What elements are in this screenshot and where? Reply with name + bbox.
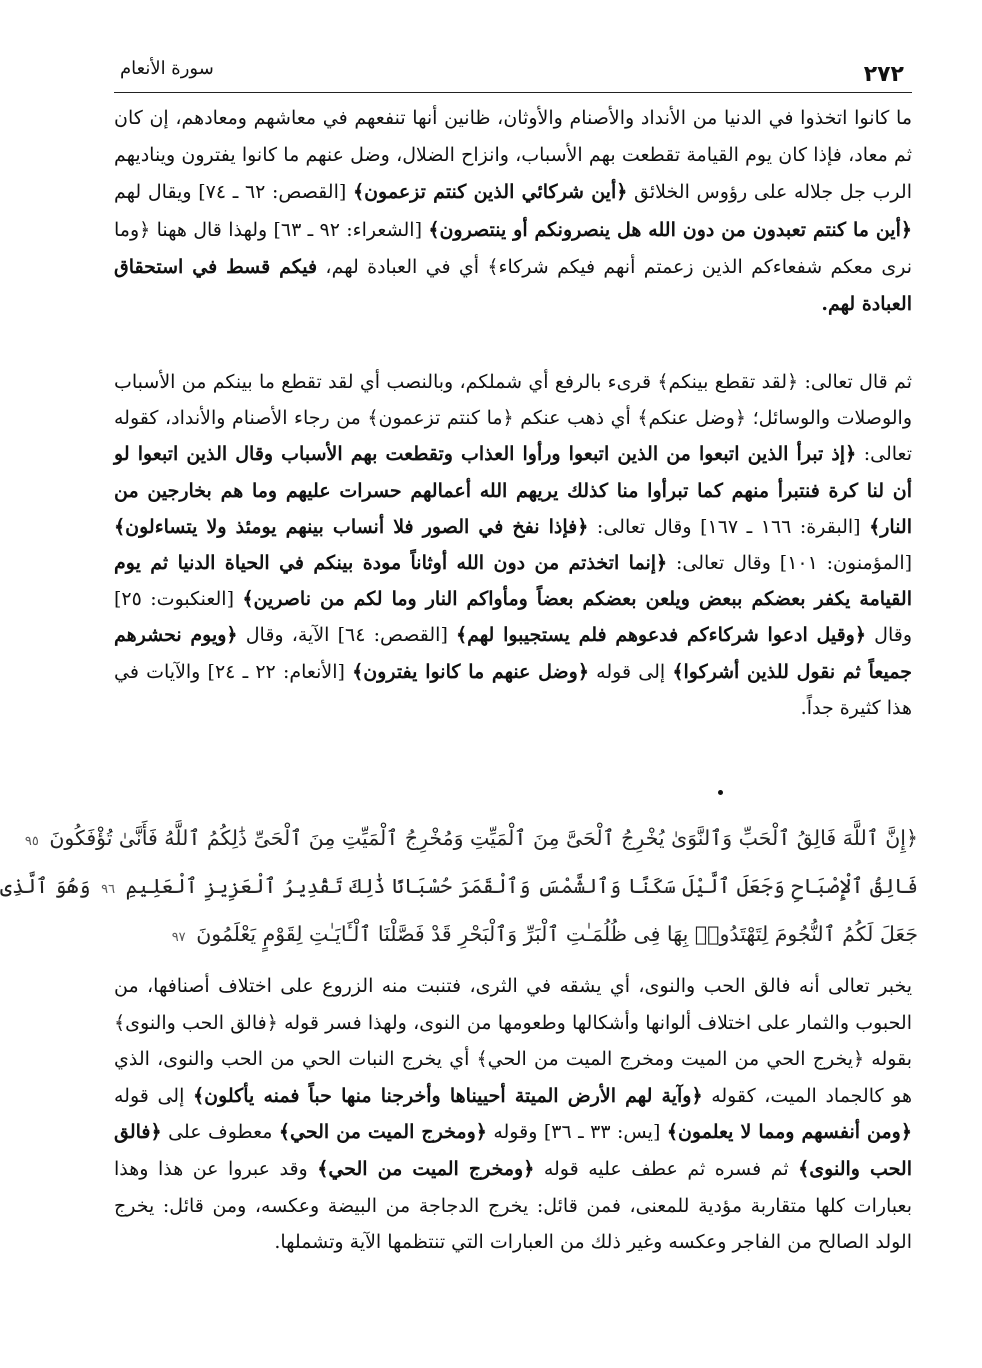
body-text: [المؤمنون: ١٠١] وقال تعالى: — [667, 552, 913, 575]
quran-line — [24, 816, 918, 864]
surah-title: سورة الأنعام — [120, 58, 214, 79]
body-text: [البقرة: ١٦٦ ـ ١٦٧] وقال تعالى: — [588, 515, 870, 538]
quoted-verse: ﴿أين ما كنتم تعبدون من دون الله هل ينصرونكم أو ينتصرون﴾ — [428, 218, 913, 241]
body-text: [العنكبوت: ٢٥] وقال — [114, 588, 912, 647]
body-text: وقد عبروا عن هذا وهذا بعبارات كلها متقاربة مؤدية للمعنى، فمن قائل: يخرج الدجاجة من البيضة وعكسه، ومن قائل: يخرج الولد الصالح من الفاجر وعكسه وغير ذلك من العبارات التي تنتظمها الآية وتشملها. — [114, 1157, 912, 1254]
quran-line-text: ﴿إِنَّ ٱللَّهَ فَالِقُ ٱلْحَبِّ وَٱلنَّوَىٰ يُخْرِجُ ٱلْحَىَّ مِنَ ٱلْمَيِّتِ وَمُخْرِجُ ٱلْمَيِّتِ مِنَ ٱلْحَىِّ ذَٰلِكُمُ ٱللَّهُ فَأَنَّىٰ تُؤْفَكُونَ — [49, 826, 918, 850]
quoted-verse: ﴿فإذا نفخ في الصور فلا أنساب بينهم يومئذ ولا يتساءلون﴾ — [114, 515, 589, 538]
quoted-verse: ﴿أين شركائي الذين كنتم تزعمون﴾ — [352, 181, 628, 204]
body-text: [القصص: ٦٤] الآية، وقال — [237, 624, 457, 647]
body-text: [يس: ٣٣ ـ ٣٦] وقوله — [486, 1121, 667, 1144]
body-text: [القصص: ٦٢ ـ ٧٤] ويقال لهم — [114, 181, 353, 204]
quoted-verse: ﴿فالق الحب والنوى﴾ — [114, 1121, 912, 1180]
ayah-number-marker: ٩٧ — [171, 930, 186, 945]
ink-dot — [718, 790, 723, 795]
body-text: يخبر تعالى أنه فالق الحب والنوى، أي يشقه في الثرى، فتنبت منه الزروع على اختلاف أصنافها، من الحبوب والثمار على اختلاف ألوانها وأشكالها وطعومها من النوى، ولهذا فسر قوله ﴿فالق الحب والنوى﴾ بقوله ﴿يخرج الحي من الميت ومخرج الميت من الحي﴾ أي يخرج النبات الحي من الحب والنوى، الذي هو كالجماد الميت، كقوله — [114, 975, 912, 1107]
quoted-verse: ﴿ويوم نحشرهم جميعاً ثم نقول للذين أشركوا﴾ — [114, 624, 913, 683]
page-header — [114, 50, 912, 94]
body-text: إلى قوله — [114, 1084, 193, 1107]
body-text: ثم فسره ثم عطف عليه قوله — [534, 1157, 799, 1180]
quran-line — [108, 912, 918, 960]
ayah-number-marker: ٩٥ — [24, 834, 39, 849]
paragraph-1 — [114, 100, 912, 323]
quoted-verse: ﴿ومخرج الميت من الحي﴾ — [278, 1121, 487, 1144]
body-text: إلى قوله — [589, 660, 673, 683]
quoted-verse: ﴿ومن أنفسهم ومما لا يعلمون﴾ — [666, 1121, 912, 1144]
header-divider — [114, 92, 912, 93]
quran-line-tail: وَهُوَ ٱلَّذِى — [0, 874, 91, 898]
paragraph-3 — [114, 968, 912, 1261]
body-text: ثم قال تعالى: ﴿لقد تقطع بينكم﴾ قرىء بالرفع أي شملكم، وبالنصب أي لقد تقطع ما بينكم من الأسباب والوصلات والوسائل؛ ﴿وضل عنكم﴾ أي ذهب عنكم ﴿ما كنتم تزعمون﴾ من رجاء الأصنام والأنداد، كقوله تعالى: — [114, 371, 913, 466]
body-text: معطوف على — [161, 1121, 279, 1144]
body-text: ما كانوا اتخذوا في الدنيا من الأنداد والأصنام والأوثان، ظانين أنها تنفعهم في معاشهم ومعادهم، إن كان ثم معاد، فإذا كان يوم القيامة تقطعت بهم الأسباب، وانزاح الضلال، وضل عنهم ما كانوا يفترون ويناديهم الرب جل جلاله على رؤوس الخلائق — [114, 107, 912, 204]
quoted-verse: ﴿ومخرج الميت من الحي﴾ — [317, 1157, 535, 1180]
body-text: [الأنعام: ٢٢ ـ ٢٤] والآيات في هذا كثيرة جداً. — [114, 660, 912, 719]
quran-line-text: جَعَلَ لَكُمُ ٱلنُّجُومَ لِتَهْتَدُوا۟ بِهَا فِى ظُلُمَـٰتِ ٱلْبَرِّ وَٱلْبَحْرِ قَدْ فَصَّلْنَا ٱلْـَٔايَـٰتِ لِقَوْمٍ يَعْلَمُونَ — [196, 922, 918, 946]
quoted-verse: ﴿إذ تبرأ الذين اتبعوا من الذين اتبعوا ورأوا العذاب وتقطعت بهم الأسباب وقال الذين اتبعوا لو أن لنا كرة فنتبرأ منهم كما تبرأوا منا كذلك يريهم الله أعمالهم حسرات عليهم وما هم بخارجين من النار﴾ — [114, 443, 912, 538]
quran-line-text: فَالِقُ ٱلْإِصْبَاحِ وَجَعَلَ ٱلَّيْلَ سَكَنًا وَٱلشَّمْسَ وَٱلْقَمَرَ حُسْبَانًا ذَٰلِكَ تَقْدِيرُ ٱلْعَزِيزِ ٱلْعَلِيمِ — [125, 874, 918, 898]
quoted-verse: ﴿وضل عنهم ما كانوا يفترون﴾ — [352, 660, 589, 683]
quran-verses-block — [0, 816, 918, 960]
quoted-verse: ﴿وقيل ادعوا شركاءكم فدعوهم فلم يستجيبوا لهم﴾ — [456, 624, 866, 647]
quran-line — [0, 864, 918, 912]
quoted-verse: ﴿إنما اتخذتم من دون الله أوثاناً مودة بينكم في الحياة الدنيا ثم يوم القيامة يكفر بعضكم ببعض ويلعن بعضكم بعضاً ومأواكم النار وما لكم من ناصرين﴾ — [114, 552, 912, 611]
quoted-verse: ﴿وآية لهم الأرض الميتة أحييناها وأخرجنا منها حباً فمنه يأكلون﴾ — [192, 1084, 703, 1107]
body-text: [الشعراء: ٩٢ ـ ٦٣] ولهذا قال ههنا ﴿وما نرى معكم شفعاءكم الذين زعمتم أنهم فيكم شركاء﴾ أي في العبادة لهم، — [114, 218, 913, 278]
ayah-number-marker: ٩٦ — [101, 882, 116, 897]
paragraph-2 — [114, 364, 912, 726]
quoted-verse: فيكم قسط في استحقاق العبادة لهم. — [114, 255, 912, 316]
page-number: ٢٧٢ — [863, 62, 904, 87]
